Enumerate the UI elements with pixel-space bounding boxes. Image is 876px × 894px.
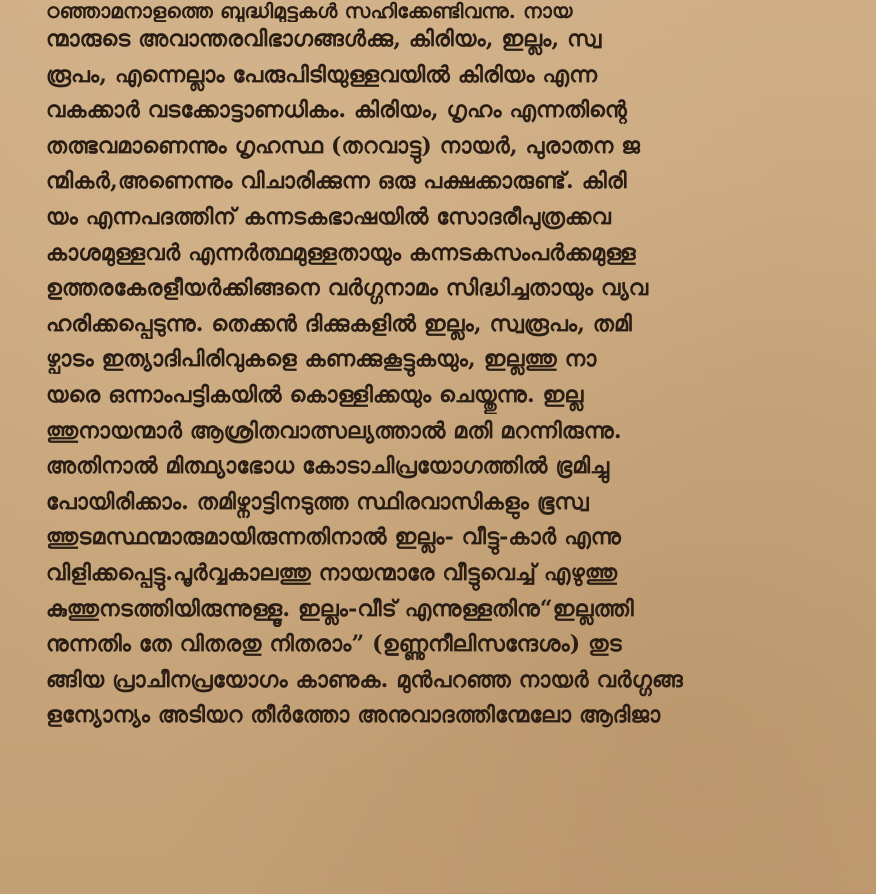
text-line: ഴ്പാടം ഇത്യാദിപിരിവുകളെ കണക്കുകൂട്ടുകയും, ഇല്ലത്തു നാ — [46, 346, 597, 373]
text-line: പോയിരിക്കാം. തമിഴ്നാട്ടിനടുത്ത സ്ഥിരവാസികളും ഭൂസ്വ — [46, 488, 589, 515]
text-line: ഠഞ്ഞാമനാളത്തെ ബുദ്ധിമുട്ടുകൾ സഹിക്കേണ്ടിവന്നു. നായ — [46, 0, 573, 22]
text-line: യം എന്നപദത്തിന് കന്നടകഭാഷയിൽ സോദരീപുത്രക്കവ — [46, 203, 611, 230]
text-line: ളന്യോന്യം അടിയറ തീർത്തോ അനുവാദത്തിന്മേലോ ആദിജാ — [46, 702, 661, 729]
text-line: ന്മികർ,അണെന്നും വിചാരിക്കുന്ന ഒരു പക്ഷക്കാരുണ്ട്. കിരി — [46, 168, 627, 195]
text-line: അതിനാൽ മിത്ഥ്യാഭോധ കോടാചിപ്രയോഗത്തിൽ ഭ്രമിച്ചു — [46, 453, 610, 480]
text-line: ങ്ങിയ പ്രാചീനപ്രയോഗം കാണുക. മുൻപറഞ്ഞ നായർ വർഗ്ഗങ്ങ — [46, 666, 683, 693]
text-line: ഹരിക്കപ്പെടുന്നു. തെക്കൻ ദിക്കുകളിൽ ഇല്ലം, സ്വരൂപം, തമി — [46, 310, 633, 337]
text-line: രൂപം, എന്നെല്ലാം പേരുപിടിയുള്ളവയിൽ കിരിയം എന്ന — [46, 61, 598, 88]
text-line: കുത്തുനടത്തിയിരുന്നുള്ളൂ. ഇല്ലം-വീട് എന്നുള്ളതിനു“ഇല്ലത്തി — [46, 595, 634, 622]
text-line: ത്തുനായന്മാർ ആശ്രിതവാത്സല്യത്താൽ മതി മറന്നിരുന്നു. — [46, 417, 622, 444]
text-line: കാശമുള്ളവർ എന്നർത്ഥമുള്ളതായും കന്നടകസംപർക്കമുള്ള — [46, 239, 636, 266]
text-line: വകക്കാർ വടക്കോട്ടാണധികം. കിരിയം, ഗൃഹം എന്നതിന്റെ — [46, 97, 627, 124]
text-line: ന്മാരുടെ അവാന്തരവിഭാഗങ്ങൾക്കു, കിരിയം, ഇല്ലം, സ്വ — [46, 26, 602, 52]
text-line: തത്ഭവമാണെന്നും ഗൃഹസ്ഥ (തറവാട്ടു) നായർ, പുരാതന ജ — [46, 132, 641, 159]
text-line: ഉത്തരകേരളീയർക്കിങ്ങനെ വർഗ്ഗനാമം സിദ്ധിച്ചതായും വ്യവ — [46, 275, 649, 302]
text-line: നുന്നതിം തേ വിതരതു നിതരാം” (ഉണ്ണുനീലിസന്ദേശം) തുട — [46, 631, 622, 658]
page-text-block — [46, 0, 846, 734]
text-line: യരെ ഒന്നാംപട്ടികയിൽ കൊള്ളിക്കയും ചെയ്തുന്നു. ഇല്ല — [46, 381, 584, 408]
text-line: വിളിക്കപ്പെട്ടു.പൂർവ്വകാലത്തു നായന്മാരേ വീട്ടുവെച്ച് എഴുത്തു — [46, 559, 618, 586]
text-line: ത്തുടമസ്ഥന്മാരുമായിരുന്നതിനാൽ ഇല്ലം- വീട്ടു-കാർ എന്നു — [46, 524, 622, 551]
